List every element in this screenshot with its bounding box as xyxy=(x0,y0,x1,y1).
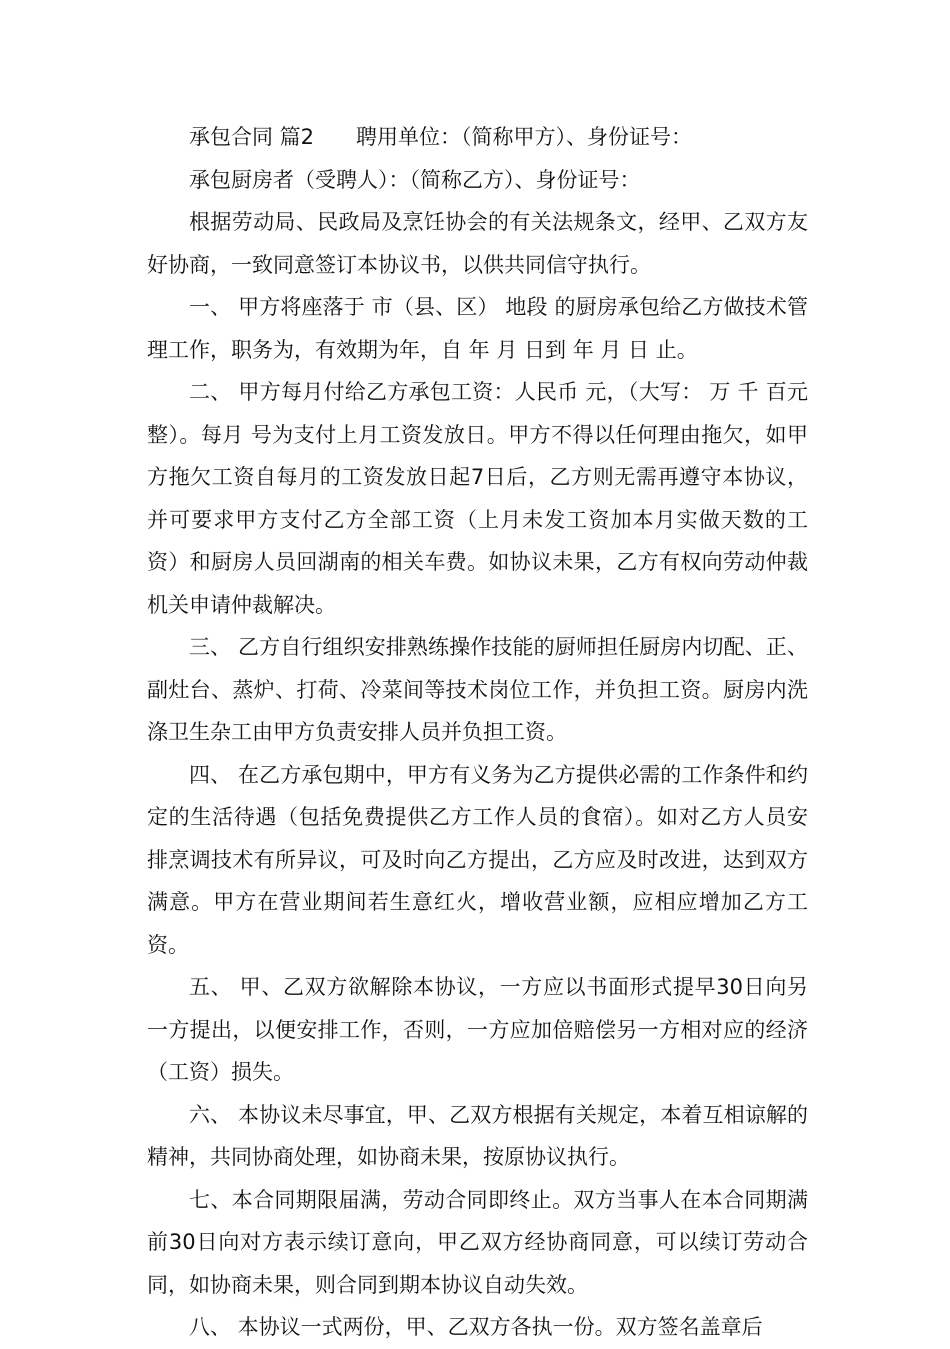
paragraph-clause-2: 二、 甲方每月付给乙方承包工资：人民币 元，（大写： 万 千 百元整）。每月 号为支付上月工资发放日。甲方不得以任何理由拖欠，如甲方拖欠工资自每月的工资发放日起7日后，乙方则无需再遵守本协议，并可要求甲方支付乙方全部工资（上月未发工资加本月实做天数的工资）和厨房人员回湖南的相关车费。如协议未果，乙方有权向劳动仲裁机关申请仲裁解决。 xyxy=(147,380,808,617)
paragraph-title-line: 承包合同 篇2 聘用单位：（简称甲方）、身份证号： xyxy=(189,125,693,149)
paragraph-preamble: 根据劳动局、民政局及烹饪协会的有关法规条文，经甲、乙双方友好协商，一致同意签订本协议书，以供共同信守执行。 xyxy=(147,210,808,277)
paragraph-clause-8: 八、 本协议一式两份，甲、乙双方各执一份。双方签名盖章后 xyxy=(189,1315,763,1339)
paragraph-clause-7: 七、本合同期限届满，劳动合同即终止。双方当事人在本合同期满前30日向对方表示续订意向，甲乙双方经协商同意，可以续订劳动合同，如协商未果，则合同到期本协议自动失效。 xyxy=(147,1187,808,1297)
paragraph-clause-3: 三、 乙方自行组织安排熟练操作技能的厨师担任厨房内切配、正、副灶台、蒸炉、打荷、冷菜间等技术岗位工作，并负担工资。厨房内洗涤卫生杂工由甲方负责安排人员并负担工资。 xyxy=(147,635,808,744)
paragraph-party-b: 承包厨房者（受聘人）：（简称乙方）、身份证号： xyxy=(189,167,641,192)
paragraph-clause-4: 四、 在乙方承包期中，甲方有义务为乙方提供必需的工作条件和约定的生活待遇（包括免费提供乙方工作人员的食宿）。如对乙方人员安排烹调技术有所异议，可及时向乙方提出，乙方应及时改进，达到双方满意。甲方在营业期间若生意红火，增收营业额，应相应增加乙方工资。 xyxy=(147,762,808,957)
paragraph-clause-5: 五、 甲、乙双方欲解除本协议，一方应以书面形式提早30日向另一方提出，以便安排工作，否则，一方应加倍赔偿另一方相对应的经济（工资）损失。 xyxy=(147,975,808,1084)
paragraph-clause-6: 六、 本协议未尽事宜，甲、乙双方根据有关规定，本着互相谅解的精神，共同协商处理，如协商未果，按原协议执行。 xyxy=(147,1102,808,1169)
document-body xyxy=(147,116,808,1349)
paragraph-clause-1: 一、 甲方将座落于 市（县、区） 地段 的厨房承包给乙方做技术管理工作，职务为，有效期为年，自 年 月 日到 年 月 日 止。 xyxy=(147,295,808,362)
